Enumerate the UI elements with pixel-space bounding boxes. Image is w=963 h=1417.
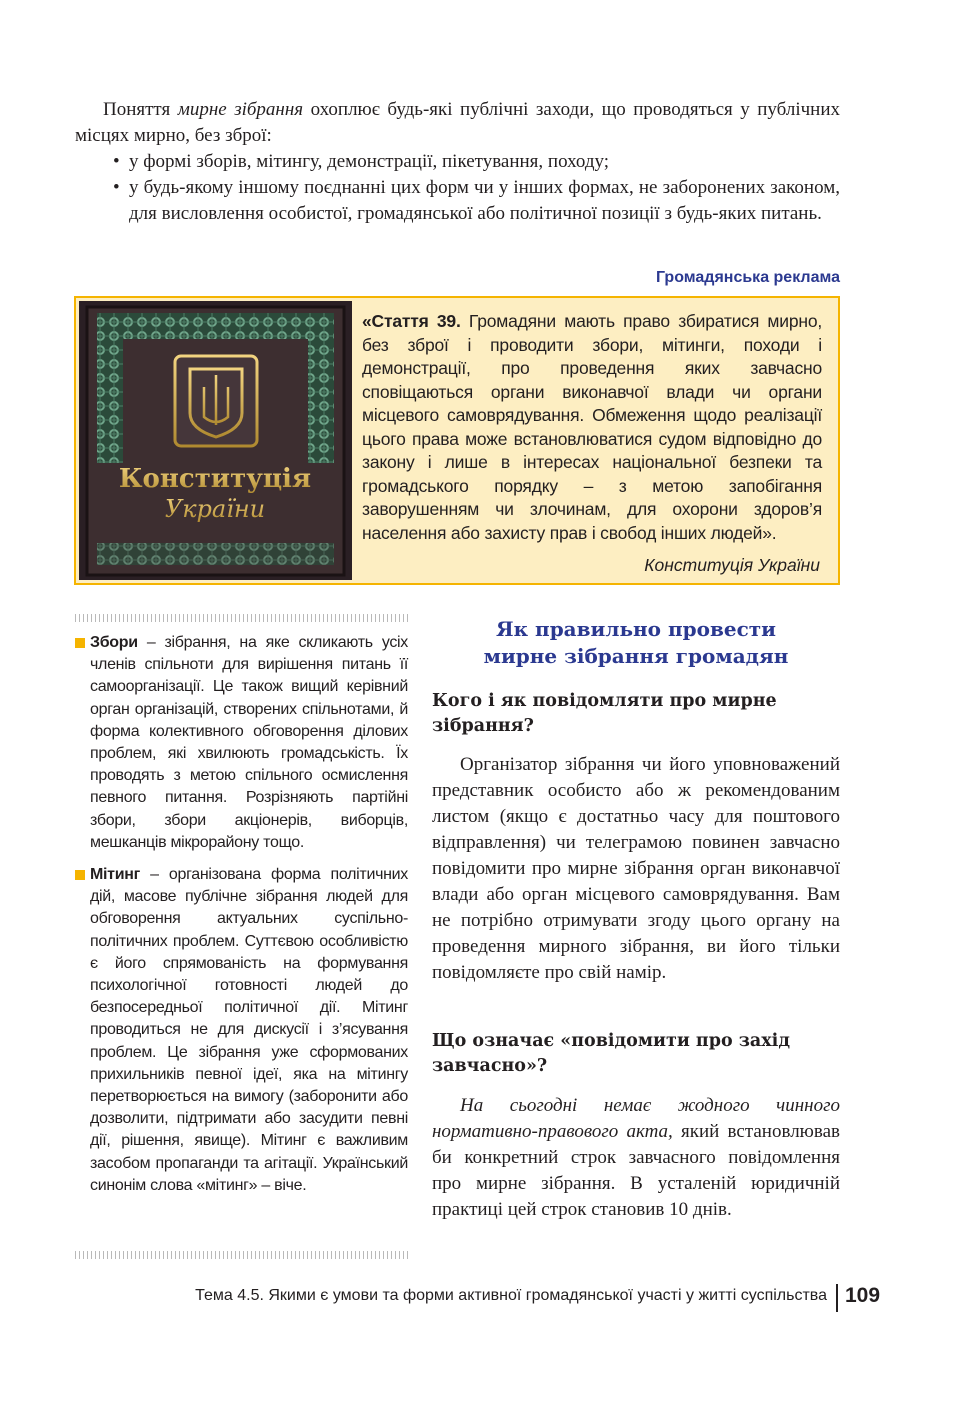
section-title [432,616,840,670]
answer-paragraph-2 [432,1093,840,1223]
page-number: 109 [845,1284,881,1307]
bullet-icon: • [113,151,120,172]
constitution-book-image [79,301,352,580]
article-text: Громадяни мають право збиратися мирно, без зброї і проводити збори, мітинги, походи і демонстрації, про проведення яких завчасно сповіщаються органи виконавчої влади чи органи місцевого самоврядування. Обмеження щодо реалізації цього права може встановлюватися судом відповідно до закону і лише в інтересах національної безпеки та громадського порядку – з метою запобігання заворушенням чи злочинам, для охорони здоров’я населення або захисту прав і свобод інших людей». [362,311,823,543]
book-title-line-1: Конституція [118,464,312,494]
definition-text: – організована форма політичних дій, масове публічне зібрання людей для обговорення актуальних суспільно-політичних проблем. Суттєвою особливістю є його спрямованість на формування психологічної готовності людей до безпосередньої політичної дії. Мітинг проводиться не для дискусії і з’ясування проблем. Це зібрання уже сформованих прихильників певної ідеї, яка на мітингу перетворюється на вимогу (заборонити або дозволити, підтримати або засудити певні дії, рішення, явище). Мітинг є важливим засобом пропаганди та агітації. Український синонім слова «мітинг» – віче. [90,866,408,1194]
divider-bottom [75,1251,410,1259]
list-item [75,149,840,175]
definition-text: – зібрання, на яке скликають усіх членів спільноти для вирішення питань її самоорганізації. Це також вищий керівний орган організацій, створених спільнотами, й форма колективного обговорення ділових проблем, які хвилюють громадськість. Їх проводять з метою спільного осмислення певного питання. Розрізняють партійні збори, збори акціонерів, виборців, мешканців мікрорайону тощо. [90,634,408,851]
list-item [75,175,840,227]
answer-emphasis: На сьогодні немає жодного чинного нормативно-правового акта, [432,1095,840,1142]
yellow-square-icon [75,638,85,648]
definition-term: Мітинг [90,866,140,884]
definition-item [75,864,408,1197]
constitution-book-illustration [79,301,352,580]
definition-term: Збори [90,634,138,651]
intro-bullet-list [75,149,840,227]
answer-text: який встановлював би конкретний строк завчасного повідомлення про мирне зібрання. В усталеній юридичній практиці цей строк становив 10 днів. [432,1121,840,1220]
definitions-panel [75,632,408,1207]
intro-paragraph [75,97,840,149]
intro-text-post: охоплює будь-які публічні заходи, що проводяться у публічних місцях мирно, без зброї: [75,99,840,146]
divider-top [75,614,410,622]
ad-box [74,296,840,585]
question-heading-2: Що означає «повідомити про захід завчасно»? [432,1031,790,1076]
footer-divider [836,1284,838,1312]
book-title-line-2: України [164,495,266,523]
quote-source: Конституція України [644,555,820,575]
intro-text-pre: Поняття [103,99,178,120]
yellow-square-icon [75,870,85,880]
intro-term: мирне зібрання [177,99,304,120]
bullet-text-1: у формі зборів, мітингу, демонстрації, пікетування, походу; [129,151,610,172]
definition-item [75,632,408,854]
article-quote [362,310,822,545]
intro-block [75,97,840,227]
footer-topic: Тема 4.5. Якими є умови та форми активної громадянської участі у житті суспільства [195,1287,827,1304]
answer-paragraph-1: Організатор зібрання чи його уповноважений представник особисто або ж рекомендованим листом (якщо є достатньо часу для поштового відправлення) чи телеграмою повинен завчасно повідомити про мирне зібрання орган виконавчої влади або орган місцевого самоврядування. Вам не потрібно отримувати згоду цього органу на проведення мирного зібрання, ви його тільки повідомляєте про свій намір. [432,754,840,983]
ad-label: Громадянська реклама [655,269,840,286]
article-label: «Стаття 39. [362,311,461,331]
question-heading-1: Кого і як повідомляти про мирне зібрання? [432,691,777,736]
section-title-line-2: мирне зібрання громадян [483,644,789,668]
section-title-line-1: Як правильно провести [496,617,776,641]
bullet-text-2: у будь-якому іншому поєднанні цих форм чи у інших формах, не заборонених законом, для висловлення особистої, громадянської або політичної позиції з будь-яких питань. [129,177,840,224]
bullet-icon: • [113,177,120,198]
